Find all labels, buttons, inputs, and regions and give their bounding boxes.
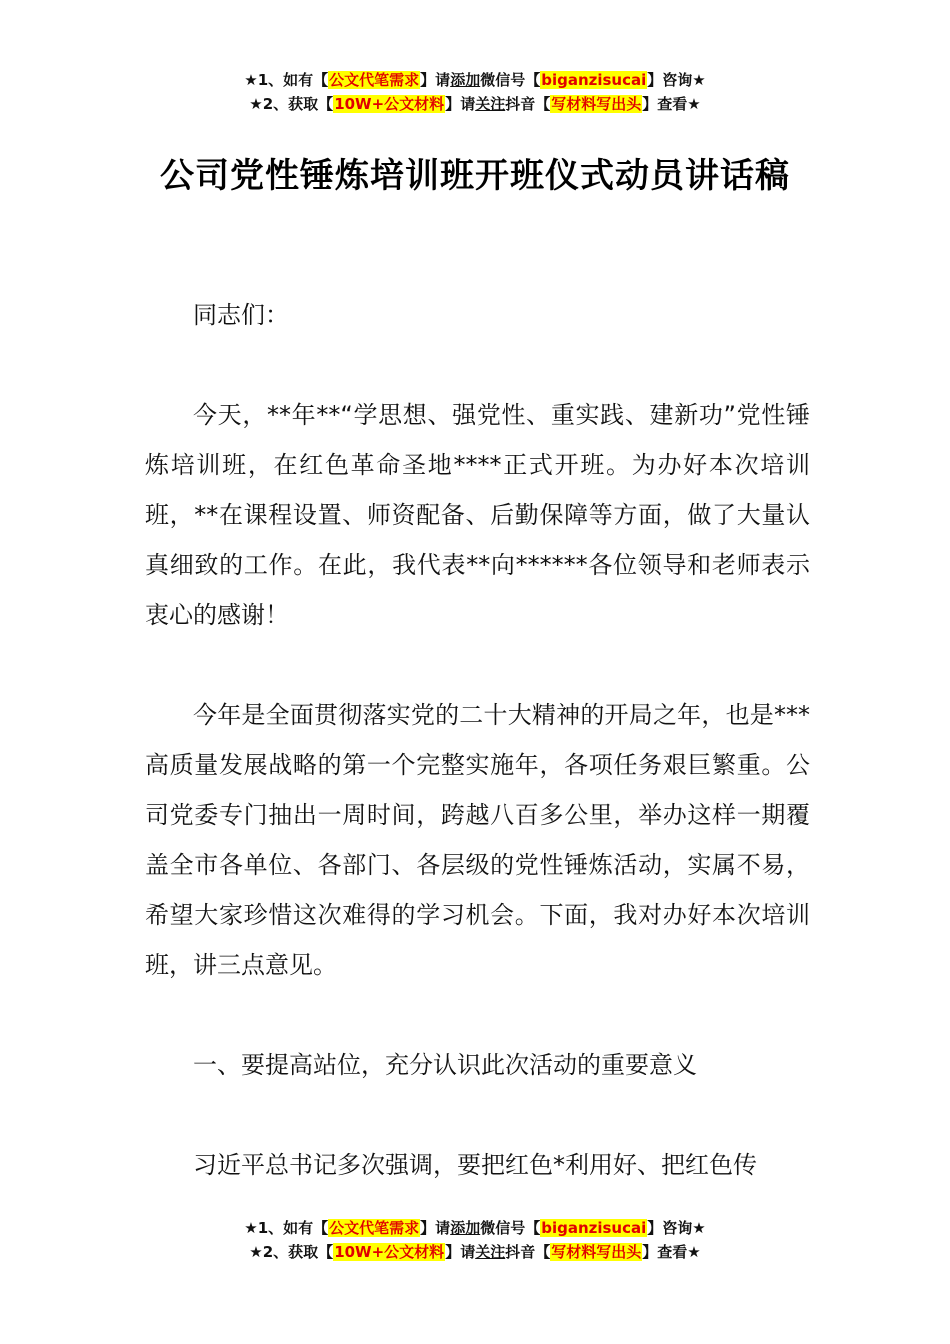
- banner-text: 微信号【: [480, 71, 541, 89]
- banner-underlined-text: 添加: [450, 1219, 481, 1237]
- section-heading: 一、要提高站位，充分认识此次活动的重要意义: [193, 1051, 697, 1079]
- document-title: 公司党性锤炼培训班开班仪式动员讲话稿: [160, 156, 790, 196]
- banner-text: 】咨询★: [647, 1219, 706, 1237]
- banner-highlight: 公文代笔需求: [329, 1219, 420, 1237]
- banner-text: ★1、如有【: [244, 1219, 329, 1237]
- banner-line-2: [0, 92, 950, 116]
- banner-highlight: 写材料写出头: [551, 1243, 642, 1261]
- footer-banner: [0, 1216, 950, 1264]
- banner-highlight: 10W+公文材料: [334, 95, 445, 113]
- banner-text: 微信号【: [480, 1219, 541, 1237]
- banner-line-2: [0, 1240, 950, 1264]
- banner-highlight: 公文代笔需求: [329, 71, 420, 89]
- salutation: 同志们：: [193, 301, 289, 329]
- banner-text: 】请: [445, 95, 476, 113]
- banner-text: 抖音【: [505, 95, 551, 113]
- banner-underlined-text: 关注: [475, 1243, 506, 1261]
- banner-line-1: [0, 1216, 950, 1240]
- banner-highlight: 写材料写出头: [551, 95, 642, 113]
- banner-text: 】请: [420, 1219, 451, 1237]
- banner-highlight: biganzisucai: [541, 71, 647, 89]
- banner-text: 】查看★: [642, 1243, 701, 1261]
- banner-text: ★1、如有【: [244, 71, 329, 89]
- banner-underlined-text: 添加: [450, 71, 481, 89]
- paragraph: 今年是全面贯彻落实党的二十大精神的开局之年，也是***高质量发展战略的第一个完整实施年，各项任务艰巨繁重。公司党委专门抽出一周时间，跨越八百多公里，举办这样一期覆盖全市各单位、各部门、各层级的党性锤炼活动，实属不易，希望大家珍惜这次难得的学习机会。下面，我对办好本次培训班，讲三点意见。: [145, 701, 810, 979]
- banner-text: ★2、获取【: [249, 95, 334, 113]
- banner-highlight: 10W+公文材料: [334, 1243, 445, 1261]
- banner-underlined-text: 关注: [475, 95, 506, 113]
- banner-text: 】请: [420, 71, 451, 89]
- banner-highlight: biganzisucai: [541, 1219, 647, 1237]
- paragraph: 习近平总书记多次强调，要把红色*利用好、把红色传: [193, 1151, 757, 1179]
- banner-text: 】查看★: [642, 95, 701, 113]
- banner-text: 】咨询★: [647, 71, 706, 89]
- banner-text: 】请: [445, 1243, 476, 1261]
- document-body: [145, 290, 810, 1190]
- banner-text: ★2、获取【: [249, 1243, 334, 1261]
- banner-text: 抖音【: [505, 1243, 551, 1261]
- banner-line-1: [0, 68, 950, 92]
- header-banner: [0, 68, 950, 116]
- paragraph: 今天，**年**“学思想、强党性、重实践、建新功”党性锤炼培训班，在红色革命圣地****正式开班。为办好本次培训班，**在课程设置、师资配备、后勤保障等方面，做了大量认真细致的工作。在此，我代表**向******各位领导和老师表示衷心的感谢！: [145, 401, 810, 629]
